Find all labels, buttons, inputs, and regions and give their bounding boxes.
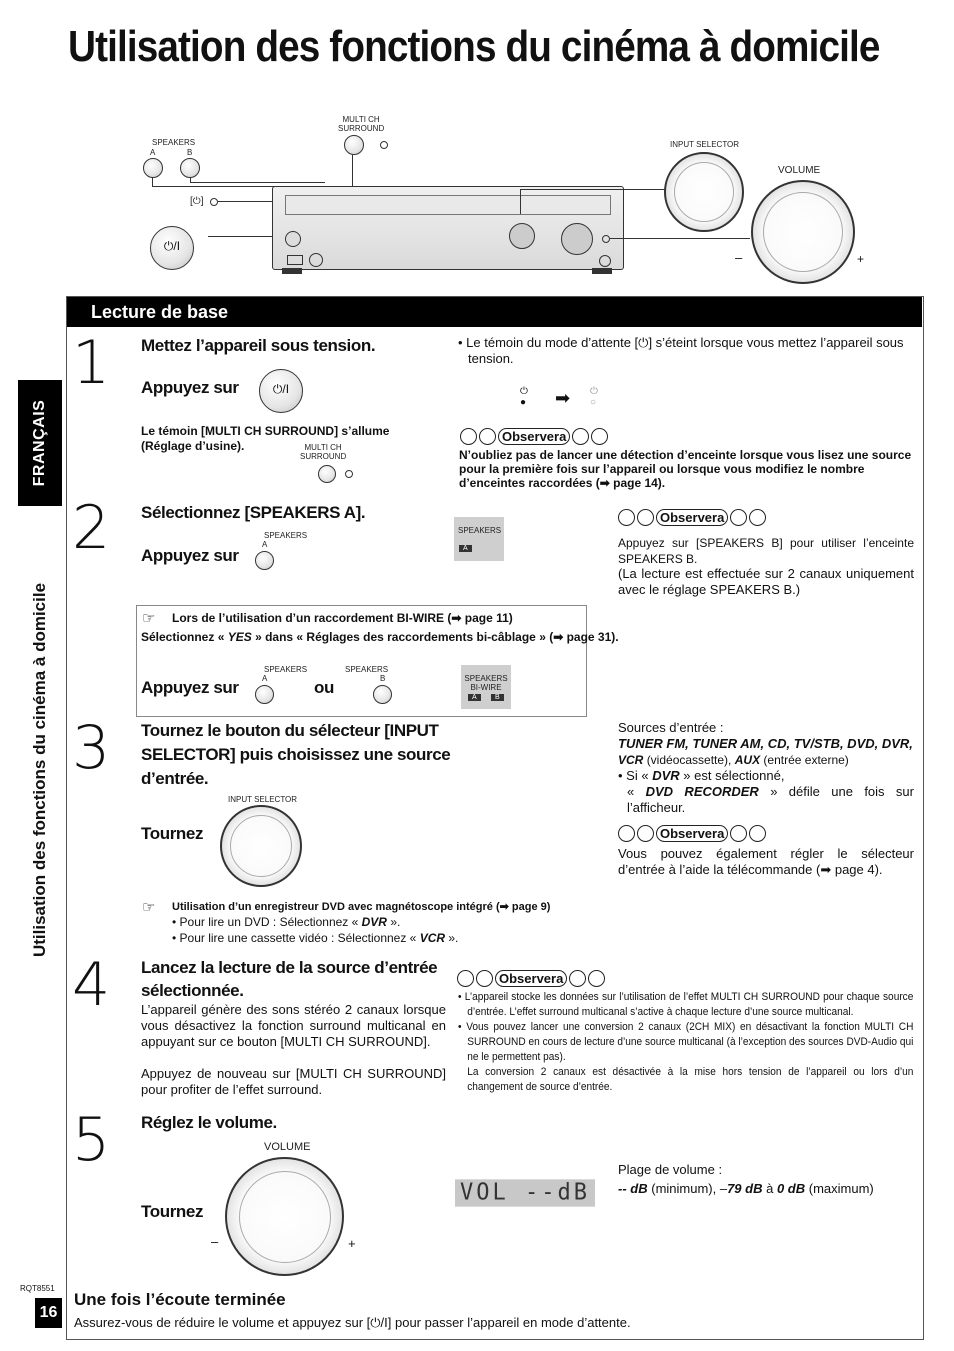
range-max: 0 dB: [776, 1181, 806, 1196]
receiver-front-panel: [272, 186, 624, 270]
volume-minus: –: [735, 250, 743, 265]
sources-aux: AUX: [734, 753, 761, 767]
biwire-text-pre: Sélectionnez «: [141, 630, 225, 644]
range-to: à: [766, 1181, 774, 1196]
biwire-yes: YES: [227, 630, 252, 644]
observer-label: Observera: [656, 509, 728, 526]
input-selector-knob[interactable]: [664, 152, 744, 232]
sources-vcr: VCR: [618, 753, 644, 767]
observer-label: Observera: [498, 428, 570, 445]
biwire-speakers-b-button[interactable]: [373, 685, 392, 704]
standby-indicator-on: ⏻ ●: [520, 386, 528, 408]
observer-label: Observera: [656, 825, 728, 842]
step-2-speakers-label: SPEAKERS: [264, 531, 308, 540]
multi-ch-surround-button[interactable]: [344, 135, 364, 155]
step-5-knob-label: VOLUME: [264, 1141, 311, 1153]
range-max-low: 79 dB: [727, 1181, 763, 1196]
step-3-input-selector-knob[interactable]: [220, 805, 302, 887]
standby-label: [⏻]: [190, 196, 204, 207]
volume-plus: +: [857, 252, 865, 266]
sources-vcr-note: (vidéocassette),: [646, 753, 732, 767]
biwire-display-a: A: [468, 694, 481, 701]
range-max-note: (maximum): [808, 1181, 874, 1196]
dvd-tip-2-val: VCR: [419, 931, 446, 945]
power-button[interactable]: [150, 226, 194, 270]
display-a: A: [459, 545, 472, 552]
step-5-number: 5: [72, 1105, 111, 1175]
chapter-tab: Utilisation des fonctions du cinéma à domicile: [30, 582, 49, 958]
biwire-a-label: A: [262, 674, 268, 683]
biwire-display-label: SPEAKERS BI-WIRE: [464, 674, 508, 692]
step-1-bullet: • Le témoin du mode d’attente [⏻] s’éteint lorsque vous mettez l’appareil sous tension.: [458, 335, 904, 366]
dvr-bullet: [618, 768, 784, 784]
step-2-speakers-a-button[interactable]: [255, 551, 274, 570]
power-symbol: ⏻/I: [272, 382, 290, 396]
step-1-observer: [460, 428, 608, 445]
tip-hand-icon: ☞: [142, 610, 156, 627]
step-2-action: Appuyez sur: [141, 546, 239, 565]
step-4-heading: Lancez la lecture de la source d’entrée sélectionnée.: [141, 958, 438, 1000]
input-selector-label: INPUT SELECTOR: [670, 140, 740, 149]
observer-bullet-2b: La conversion 2 canaux est désactivée à la mise hors tension de l’appareil ou lors d’un changement de source d’entrée.: [467, 1066, 914, 1093]
footer-text: Assurez-vous de réduire le volume et appuyez sur [⏻/I] pour passer l’appareil en mode d’attente.: [74, 1315, 631, 1330]
range-title: Plage de volume :: [618, 1162, 723, 1177]
step-5-action: Tournez: [141, 1202, 204, 1221]
sources-list: TUNER FM, TUNER AM, CD, TV/STB, DVD, DVR,: [618, 736, 913, 751]
step-1-power-button[interactable]: [259, 369, 303, 413]
dvd-tip-1-post: ».: [390, 915, 401, 929]
language-label: FRANÇAIS: [31, 399, 48, 487]
step-5-heading: Réglez le volume.: [141, 1113, 277, 1132]
range-min-note: (minimum), –: [651, 1181, 728, 1196]
volume-label: VOLUME: [778, 165, 821, 176]
tip-hand-icon: ☞: [142, 899, 156, 916]
step-2-heading: Sélectionnez [SPEAKERS A].: [141, 503, 366, 522]
volume-knob[interactable]: [751, 180, 855, 284]
dvd-tip-title: Utilisation d’un enregistreur DVD avec magnétoscope intégré (➡ page 9): [172, 901, 551, 913]
dvr-value: DVR: [652, 768, 680, 783]
step-3-heading: Tournez le bouton du sélecteur [INPUT SELECTOR] puis choisissez une source d’entrée.: [141, 721, 451, 788]
step-4-observer: [457, 970, 605, 987]
range-min: -- dB: [618, 1181, 648, 1196]
step-4-observer-list: • L’appareil stocke les données sur l’utilisation de l’effet MULTI CH SURROUND pour chaque source d’entrée. L’effet surround multicanal s’active à chaque lecture d’une source multicanal. • Vous pouvez lancer une conversion 2 canaux (2CH MIX) en désactivant la fonction MULTI CH SURROUND en cours de lecture d’une source multicanal (à l’exception des sources DVD-Audio qui ne le permettent pas). La conversion 2 canaux est désactivée à la mise hors tension de l’appareil ou lors d’un changement de source d’entrée.: [458, 991, 914, 1093]
volume-display: VOL --dB: [455, 1179, 595, 1206]
step-1-number: 1: [72, 328, 111, 398]
dvd-tip-1-pre: • Pour lire un DVD : Sélectionnez «: [172, 915, 359, 929]
step-1-multi-ch-button[interactable]: [318, 465, 336, 483]
biwire-action: Appuyez sur: [141, 678, 239, 697]
step-1-multi-label: MULTI CH SURROUND: [300, 443, 347, 461]
biwire-speakers-b-label: SPEAKERS: [345, 665, 389, 674]
sources-title: Sources d’entrée :: [618, 720, 724, 735]
dvd-recorder-note: [627, 784, 914, 816]
step-2-a-label: A: [262, 540, 268, 549]
model-number: RQT8551: [20, 1284, 55, 1293]
dvd-tip-2-pre: • Pour lire une cassette vidéo : Sélectionnez «: [172, 931, 417, 945]
step-3-knob-label: INPUT SELECTOR: [228, 795, 298, 804]
step-5-minus: –: [211, 1234, 219, 1249]
step-4-body: L’appareil génère des sons stéréo 2 canaux lorsque vous désactivez la fonction surround multicanal en appuyant sur ce bouton [MULTI CH SURROUND].: [141, 1002, 446, 1049]
speakers-b-button[interactable]: [180, 158, 200, 178]
dvr-bullet-pre: • Si «: [618, 768, 649, 783]
biwire-speakers-a-button[interactable]: [255, 685, 274, 704]
speakers-label: SPEAKERS: [152, 138, 196, 147]
observer-bullet-1: L’appareil stocke les données sur l’utilisation de l’effet MULTI CH SURROUND pour chaque source d’entrée. L’effet surround multicanal s’active à chaque lecture d’une source multicanal.: [464, 991, 914, 1018]
range-values: [618, 1181, 874, 1197]
observer-label: Observera: [495, 970, 567, 987]
step-4-body-2: Appuyez de nouveau sur [MULTI CH SURROUND] pour profiter de l’effet surround.: [141, 1066, 446, 1097]
observer-bullet-2: Vous pouvez lancer une conversion 2 canaux (2CH MIX) en désactivant la fonction MULTI CH SURROUND en cours de lecture d’une source multicanal (à l’exception des sources DVD-Audio qui ne le permettent pas).: [466, 1021, 914, 1063]
dvd-tip-1: [172, 915, 400, 930]
step-3-number: 3: [72, 713, 111, 783]
step-2-observer-text-1: Appuyez sur [SPEAKERS B] pour utiliser l’enceinte SPEAKERS B.: [618, 536, 914, 566]
biwire-speakers-a-label: SPEAKERS: [264, 665, 308, 674]
step-3-observer: [618, 825, 766, 842]
dvd-recorder-pre: «: [627, 784, 635, 799]
step-1-action: Appuyez sur: [141, 378, 239, 397]
step-1-note: Le témoin [MULTI CH SURROUND] s’allume (Réglage d’usine).: [141, 424, 390, 453]
power-symbol: ⏻/I: [163, 239, 181, 253]
step-3-action: Tournez: [141, 824, 204, 843]
step-1-observer-text: N’oubliez pas de lancer une détection d’enceinte lorsque vous lisez une source pour la première fois sur l’appareil ou lorsque vous modifiez le nombre d’enceintes raccordées (➡ page 14).: [459, 448, 912, 490]
dvd-tip-2-post: ».: [448, 931, 459, 945]
page-number: 16: [35, 1298, 62, 1328]
biwire-or: ou: [314, 678, 334, 697]
sources-aux-note: (entrée externe): [763, 753, 849, 767]
biwire-display-b: B: [491, 694, 504, 701]
step-3-observer-text: Vous pouvez également régler le sélecteur d’entrée à l’aide la télécommande (➡ page 4).: [618, 846, 914, 877]
dvd-tip-1-val: DVR: [361, 915, 387, 929]
language-tab: [18, 380, 62, 506]
biwire-text-post: » dans « Réglages des raccordements bi-câblage » (➡ page 31).: [255, 630, 619, 644]
section-header: Lecture de base: [67, 297, 922, 327]
biwire-b-label: B: [380, 674, 386, 683]
biwire-text: [141, 630, 619, 645]
arrow-icon: ➡: [555, 388, 571, 408]
step-5-plus: +: [348, 1236, 356, 1251]
receiver-diagram: [0, 0, 954, 290]
display-label: SPEAKERS: [458, 526, 502, 535]
dvd-recorder-value: DVD RECORDER: [645, 784, 759, 799]
biwire-display: [461, 665, 511, 709]
speakers-b-label: B: [187, 148, 193, 157]
step-2-observer-text-2: (La lecture est effectuée sur 2 canaux uniquement avec le réglage SPEAKERS B.): [618, 566, 914, 597]
speakers-a-button[interactable]: [143, 158, 163, 178]
sources-vcr-aux: [618, 752, 849, 768]
dvd-tip-2: [172, 931, 458, 946]
step-1-heading: Mettez l’appareil sous tension.: [141, 336, 376, 355]
standby-indicator-off: ⏻ ○: [590, 386, 598, 408]
page-title: Utilisation des fonctions du cinéma à domicile: [68, 22, 880, 71]
dvr-bullet-post: » est sélectionné,: [683, 768, 785, 783]
step-2-display: [454, 517, 504, 561]
step-2-number: 2: [72, 493, 111, 563]
step-5-volume-knob[interactable]: [225, 1157, 344, 1276]
speakers-a-label: A: [150, 148, 156, 157]
step-4-number: 4: [72, 950, 111, 1020]
step-2-observer: [618, 509, 766, 526]
multi-ch-label: MULTI CH SURROUND: [338, 115, 385, 133]
footer-heading: Une fois l’écoute terminée: [74, 1290, 286, 1309]
biwire-title: Lors de l’utilisation d’un raccordement BI-WIRE (➡ page 11): [172, 611, 513, 625]
dvd-recorder-post: » défile une fois sur l’afficheur.: [627, 784, 914, 815]
